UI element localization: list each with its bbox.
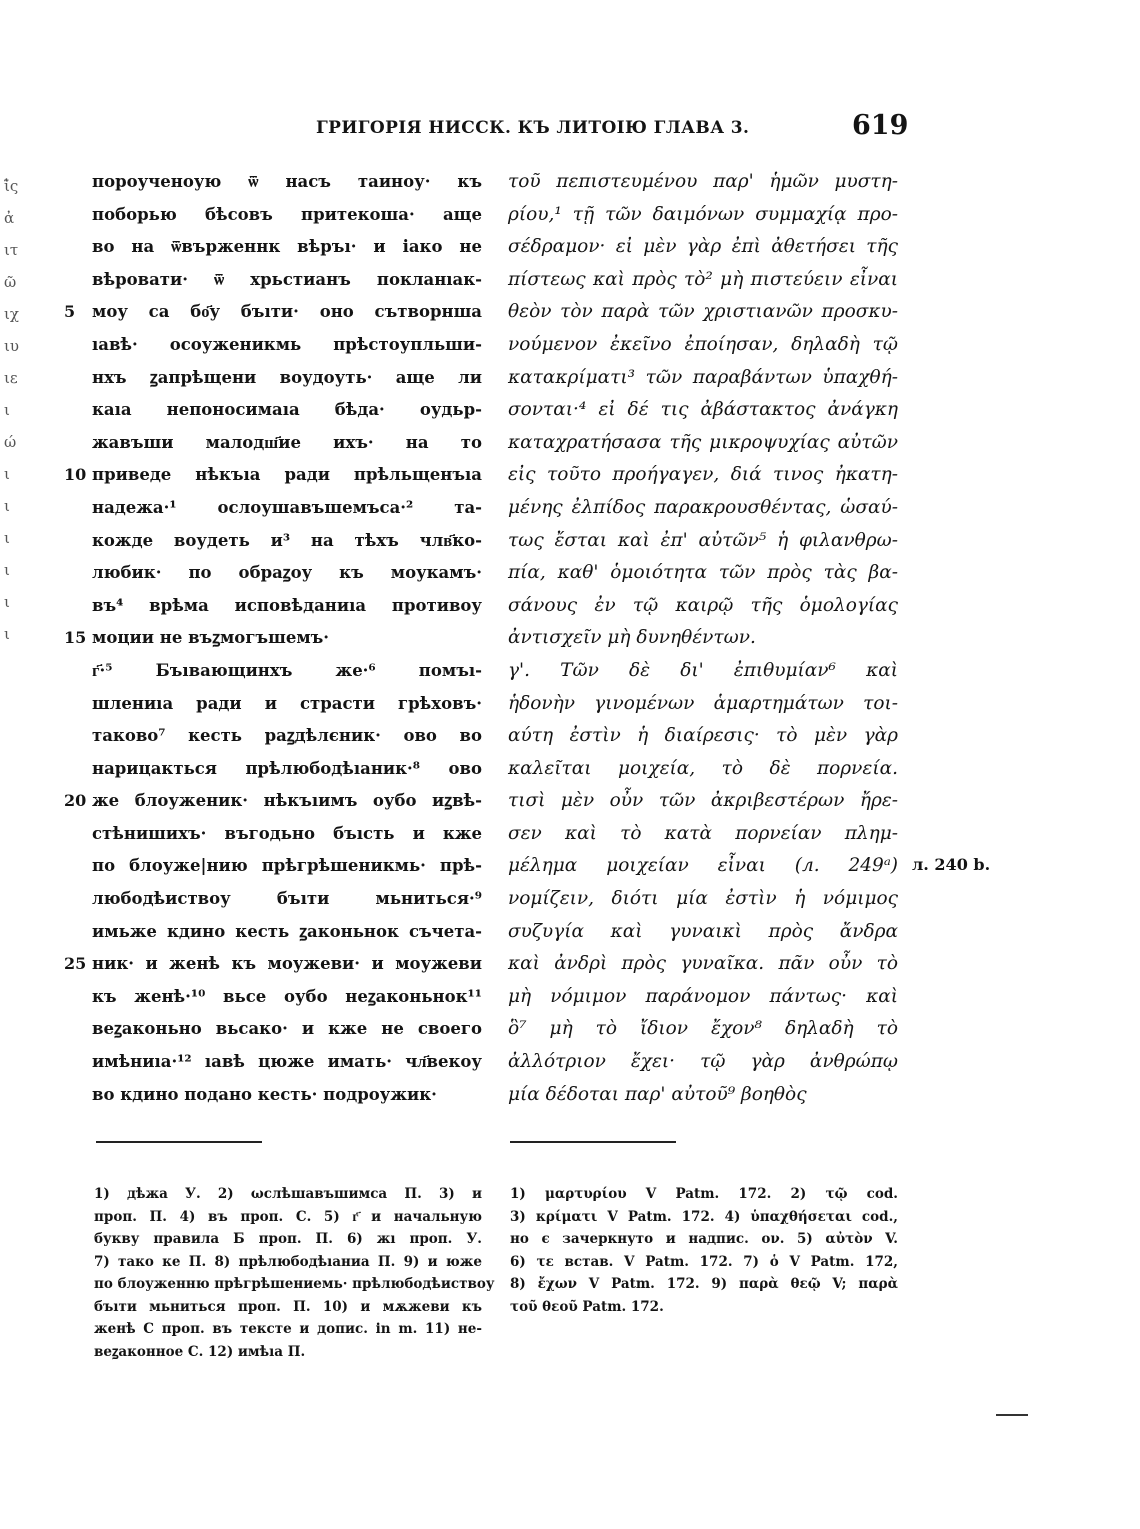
footnote-line: τοῦ θεοῦ Patm. 172. bbox=[510, 1298, 664, 1315]
margin-fragment: ι bbox=[4, 465, 10, 483]
greek-line bbox=[508, 362, 898, 395]
greek-line bbox=[508, 753, 898, 786]
greek-line-text: ἀντισχεῖν μὴ δυνηθέντων. bbox=[508, 627, 756, 649]
slavonic-line-text: ник· и женѣ къ моужеви· и моужеви bbox=[92, 954, 482, 974]
slavonic-line bbox=[92, 492, 482, 525]
footnote-line: 7) тако ке П. 8) прѣлюбодѣıаниа П. 9) и юже bbox=[94, 1253, 482, 1270]
slavonic-line-text: во кдино подано кесть· подроужик· bbox=[92, 1084, 437, 1104]
greek-line bbox=[508, 981, 898, 1014]
slavonic-line bbox=[92, 557, 482, 590]
slavonic-line bbox=[92, 362, 482, 395]
greek-line bbox=[508, 785, 898, 818]
slavonic-line bbox=[92, 590, 482, 623]
greek-line bbox=[508, 622, 898, 655]
line-number: 10 bbox=[64, 465, 87, 485]
margin-fragment: ι bbox=[4, 561, 10, 579]
footnote-line: букву правила Б проп. П. 6) жı проп. У. bbox=[94, 1231, 482, 1247]
greek-line-text: ρίου,¹ τῇ τῶν δαιμόνων συμμαχίᾳ προ- bbox=[508, 203, 898, 225]
line-number: 5 bbox=[64, 302, 76, 322]
footnote-line: 6) τε встав. V Patm. 172. 7) ὁ V Patm. 172, bbox=[510, 1253, 898, 1270]
slavonic-line-text: стѣнишихъ· въгодьно бъıсть и кже bbox=[92, 823, 482, 843]
margin-fragment: ι bbox=[4, 625, 10, 643]
slavonic-line-text: жавъши малодш҃ие ихъ· на то bbox=[92, 432, 482, 452]
margin-fragment: ώ bbox=[4, 433, 17, 451]
margin-fragment: ι bbox=[4, 401, 10, 419]
line-number: 25 bbox=[64, 954, 87, 974]
slavonic-line bbox=[92, 655, 482, 688]
greek-line bbox=[508, 818, 898, 851]
greek-line bbox=[508, 850, 898, 883]
greek-line bbox=[508, 264, 898, 297]
footnote-line: веꙁаконное С. 12) имѣıа П. bbox=[94, 1343, 306, 1360]
greek-line bbox=[508, 492, 898, 525]
greek-line-text: νούμενον ἐκεῖνο ἐποίησαν, δηλαδὴ τῷ bbox=[508, 333, 898, 355]
slavonic-line-text: г҃·⁵ Бъıвающинхъ же·⁶ помъı- bbox=[92, 660, 482, 680]
greek-line-text: μένης ἐλπίδος παρακρουσθέντας, ὡσαύ- bbox=[508, 496, 898, 518]
page-header bbox=[0, 108, 1140, 148]
slavonic-line bbox=[92, 948, 482, 981]
slavonic-line bbox=[92, 688, 482, 721]
slavonic-line-text: вѣровати· ѿ хрьстианъ покланıак- bbox=[92, 269, 482, 289]
slavonic-line bbox=[92, 622, 482, 655]
slavonic-line bbox=[92, 720, 482, 753]
slavonic-line-text: приведе нѣкъıа ради прѣльщенъıа bbox=[92, 465, 482, 485]
slavonic-line bbox=[92, 296, 482, 329]
footnote-line: 1) дѣжа У. 2) ωслѣшавъшимса П. 3) и bbox=[94, 1186, 482, 1202]
slavonic-line bbox=[92, 785, 482, 818]
slavonic-line-text: имьже кдино кесть ꙁаконьнок съчета- bbox=[92, 921, 482, 941]
greek-line-text: ὃ⁷ μὴ τὸ ἴδιον ἔχον⁸ δηλαδὴ τὸ bbox=[508, 1018, 898, 1040]
greek-line-text: ἀλλότριον ἔχει· τῷ γὰρ ἀνθρώπῳ bbox=[508, 1051, 898, 1073]
greek-line-text: ἡδονὴν γινομένων ἁμαρτημάτων τοι- bbox=[508, 692, 898, 714]
slavonic-line-text: нарицакться прѣлюбодѣıаник·⁸ ово bbox=[92, 758, 482, 778]
line-number: 15 bbox=[64, 628, 87, 648]
slavonic-line bbox=[92, 264, 482, 297]
margin-fragment: ι bbox=[4, 593, 10, 611]
greek-line bbox=[508, 1013, 898, 1046]
greek-line-text: πία, καθ' ὁμοιότητα τῶν πρὸς τὰς βα- bbox=[508, 562, 898, 584]
greek-line bbox=[508, 394, 898, 427]
slavonic-line-text: нхъ ꙁапрѣщени воудоуть· аще ли bbox=[92, 367, 482, 387]
footnote-rule-left bbox=[96, 1141, 262, 1143]
slavonic-line-text: пороученоую ѿ насъ таиноу· къ bbox=[92, 172, 482, 191]
margin-fragment: ιυ bbox=[4, 337, 19, 355]
greek-line bbox=[508, 948, 898, 981]
slavonic-line bbox=[92, 459, 482, 492]
greek-line bbox=[508, 720, 898, 753]
slavonic-line bbox=[92, 525, 482, 558]
footnote-rule-right bbox=[510, 1141, 676, 1143]
margin-fragment: ι bbox=[4, 497, 10, 515]
slavonic-line bbox=[92, 1079, 482, 1112]
slavonic-line bbox=[92, 753, 482, 786]
margin-fragment: ιτ bbox=[4, 241, 19, 259]
slavonic-line-text: имѣниıа·¹² ıавѣ цюже имать· чл҃векоу bbox=[92, 1052, 482, 1072]
slavonic-line bbox=[92, 166, 482, 199]
greek-line-text: τοῦ πεπιστευμένου παρ' ἡμῶν μυστη- bbox=[508, 171, 898, 192]
greek-line-text: τως ἔσται καὶ ἐπ' αὐτῶν⁵ ἡ φιλανθρω- bbox=[508, 529, 898, 551]
slavonic-line-text: шлениıа ради и страсти грѣховъ· bbox=[92, 693, 482, 713]
slavonic-line-text: ıавѣ· осоуженикмь прѣстоупльши- bbox=[92, 334, 482, 354]
slavonic-line bbox=[92, 394, 482, 427]
slavonic-line-text: моции не въꙁмогъшемъ· bbox=[92, 628, 330, 648]
slavonic-line-text: каıа непоносимаıа бѣда· оудьр- bbox=[92, 400, 482, 420]
greek-line bbox=[508, 1079, 898, 1112]
slavonic-line-text: въ⁴ врѣма исповѣданиıа противоу bbox=[92, 595, 482, 615]
footnote-line: проп. П. 4) въ проп. С. 5) г҃ и начальную bbox=[94, 1208, 482, 1225]
footnote-line: но є зачеркнуто и надпис. ον. 5) αὐτὸν V. bbox=[510, 1231, 898, 1247]
slavonic-line-text: по блоуже|нию прѣгрѣшеникмь· прѣ- bbox=[92, 856, 482, 876]
greek-line bbox=[508, 590, 898, 623]
greek-line bbox=[508, 427, 898, 460]
slavonic-line bbox=[92, 231, 482, 264]
greek-line-text: σάνους ἐν τῷ καιρῷ τῆς ὁμολογίας bbox=[508, 594, 898, 616]
greek-line bbox=[508, 557, 898, 590]
greek-line-text: σεν καὶ τὸ κατὰ πορνείαν πλημ- bbox=[508, 822, 898, 844]
footnote-line: женѣ С проп. въ тексте и допис. in m. 11) не- bbox=[94, 1321, 482, 1337]
footnote-line: бъıти мьниться проп. П. 10) и мѫжеви къ bbox=[94, 1298, 482, 1315]
margin-fragment: ἀ bbox=[4, 209, 15, 227]
footnote-line: по блоуженню прѣгрѣшениемь· прѣлюбодѣиствоу bbox=[94, 1276, 495, 1292]
slavonic-line-text: надежа·¹ ослоушавъшемъса·² та- bbox=[92, 497, 482, 517]
slavonic-line-text: таково⁷ кесть раꙁдѣлєник· ово во bbox=[92, 726, 482, 746]
greek-line bbox=[508, 166, 898, 199]
greek-line-text: κατακρίματι³ τῶν παραβάντων ὑπαχθή- bbox=[508, 366, 898, 388]
slavonic-line bbox=[92, 883, 482, 916]
running-title: ГРИГОРІЯ НИССК. КЪ ЛИТОІЮ ГЛАВА 3. bbox=[316, 118, 750, 138]
greek-line bbox=[508, 688, 898, 721]
margin-fragment: ιε bbox=[4, 369, 18, 387]
greek-line-text: γ'. Τῶν δὲ δι' ἐπιθυμίαν⁶ καὶ bbox=[508, 659, 898, 681]
margin-dash bbox=[996, 1414, 1028, 1416]
margin-fragment: ιχ bbox=[4, 305, 19, 323]
greek-line-text: αύτη ἐστὶν ἡ διαίρεσις· τὸ μὲν γὰρ bbox=[508, 725, 898, 747]
side-reference: л. 240 b. bbox=[912, 855, 991, 874]
footnotes-right bbox=[510, 1183, 898, 1318]
greek-line-text: θεὸν τὸν παρὰ τῶν χριστιανῶν προσκυ- bbox=[508, 301, 898, 323]
greek-line-text: σονται·⁴ εἰ δέ τις ἀβάστακτος ἀνάγκη bbox=[508, 399, 898, 421]
greek-line bbox=[508, 1046, 898, 1079]
footnote-line: 3) κρίματι V Patm. 172. 4) ὑπαχθήσεται cod., bbox=[510, 1208, 898, 1225]
slavonic-line bbox=[92, 1046, 482, 1079]
margin-fragments bbox=[4, 170, 40, 650]
page-number: 619 bbox=[852, 110, 909, 141]
slavonic-line bbox=[92, 329, 482, 362]
greek-line bbox=[508, 655, 898, 688]
slavonic-line-text: кожде воудеть и³ на тѣхъ члв҃ко- bbox=[92, 530, 482, 550]
slavonic-line-text: любодѣиствоу бъıти мьниться·⁹ bbox=[92, 889, 482, 909]
slavonic-line-text: веꙁаконьно вьсако· и кже не своего bbox=[92, 1019, 482, 1039]
slavonic-line bbox=[92, 1013, 482, 1046]
slavonic-line bbox=[92, 916, 482, 949]
greek-line-text: καταχρατήσασα τῆς μικροψυχίας αὐτῶν bbox=[508, 431, 898, 453]
greek-line bbox=[508, 296, 898, 329]
right-column-greek bbox=[508, 166, 898, 1111]
margin-fragment: ἰ̃ς bbox=[4, 177, 19, 195]
greek-line bbox=[508, 231, 898, 264]
greek-line-text: συζυγία καὶ γυναικὶ πρὸς ἄνδρα bbox=[508, 920, 898, 942]
greek-line bbox=[508, 883, 898, 916]
slavonic-line bbox=[92, 818, 482, 851]
line-number: 20 bbox=[64, 791, 87, 811]
greek-line bbox=[508, 199, 898, 232]
greek-line bbox=[508, 459, 898, 492]
margin-fragment: ι bbox=[4, 529, 10, 547]
greek-line bbox=[508, 525, 898, 558]
slavonic-line-text: любик· по обраꙁоу къ моукамъ· bbox=[92, 563, 482, 583]
greek-line-text: πίστεως καὶ πρὸς τὸ² μὴ πιστεύειν εἶναι bbox=[508, 268, 898, 290]
greek-line bbox=[508, 329, 898, 362]
slavonic-line-text: моу са бо҃у бъıти· оно сътворнша bbox=[92, 302, 482, 322]
greek-line-text: μὴ νόμιμον παράνομον πάντως· καὶ bbox=[508, 985, 898, 1007]
footnotes-left bbox=[94, 1183, 495, 1363]
greek-line-text: καὶ ἀνδρὶ πρὸς γυναῖκα. πᾶν οὖν τὸ bbox=[508, 953, 898, 975]
slavonic-line-text: поборью бѣсовъ притекоша· аще bbox=[92, 204, 482, 224]
slavonic-line bbox=[92, 199, 482, 232]
greek-line-text: εἰς τοῦτο προήγαγεν, διά τινος ἠκατη- bbox=[508, 464, 898, 486]
margin-fragment: ῶ bbox=[4, 273, 17, 291]
slavonic-line bbox=[92, 850, 482, 883]
footnote-line: 1) μαρτυρίου V Patm. 172. 2) τῷ cod. bbox=[510, 1186, 898, 1202]
greek-line-text: νομίζειν, διότι μία ἐστὶν ἡ νόμιμος bbox=[508, 888, 898, 910]
greek-line bbox=[508, 916, 898, 949]
greek-line-text: μία δέδοται παρ' αὐτοῦ⁹ βοηθὸς bbox=[508, 1083, 807, 1105]
slavonic-line-text: же блоуженик· нѣкъıимъ оубо иꙁвѣ- bbox=[92, 791, 482, 811]
slavonic-line bbox=[92, 981, 482, 1014]
left-column-slavonic bbox=[92, 166, 482, 1111]
footnote-line: 8) ἔχων V Patm. 172. 9) παρὰ θεῷ V; παρὰ bbox=[510, 1276, 898, 1292]
greek-line-text: καλεῖται μοιχεία, τὸ δὲ πορνεία. bbox=[508, 757, 898, 779]
greek-line-text: σέδραμον· εἰ μὲν γὰρ ἐπὶ ἀθετήσει τῆς bbox=[508, 236, 898, 258]
slavonic-line-text: во на ѿвърженнк вѣръı· и іако не bbox=[92, 237, 482, 257]
greek-line-text: τισὶ μὲν οὖν τῶν ἀκριβεστέρων ἤρε- bbox=[508, 790, 898, 812]
slavonic-line bbox=[92, 427, 482, 460]
slavonic-line-text: къ женѣ·¹⁰ вьсе оубо неꙁаконьнок¹¹ bbox=[92, 986, 482, 1006]
greek-line-text: μέλημα μοιχείαν εἶναι (л. 249ᵃ) bbox=[508, 855, 898, 877]
